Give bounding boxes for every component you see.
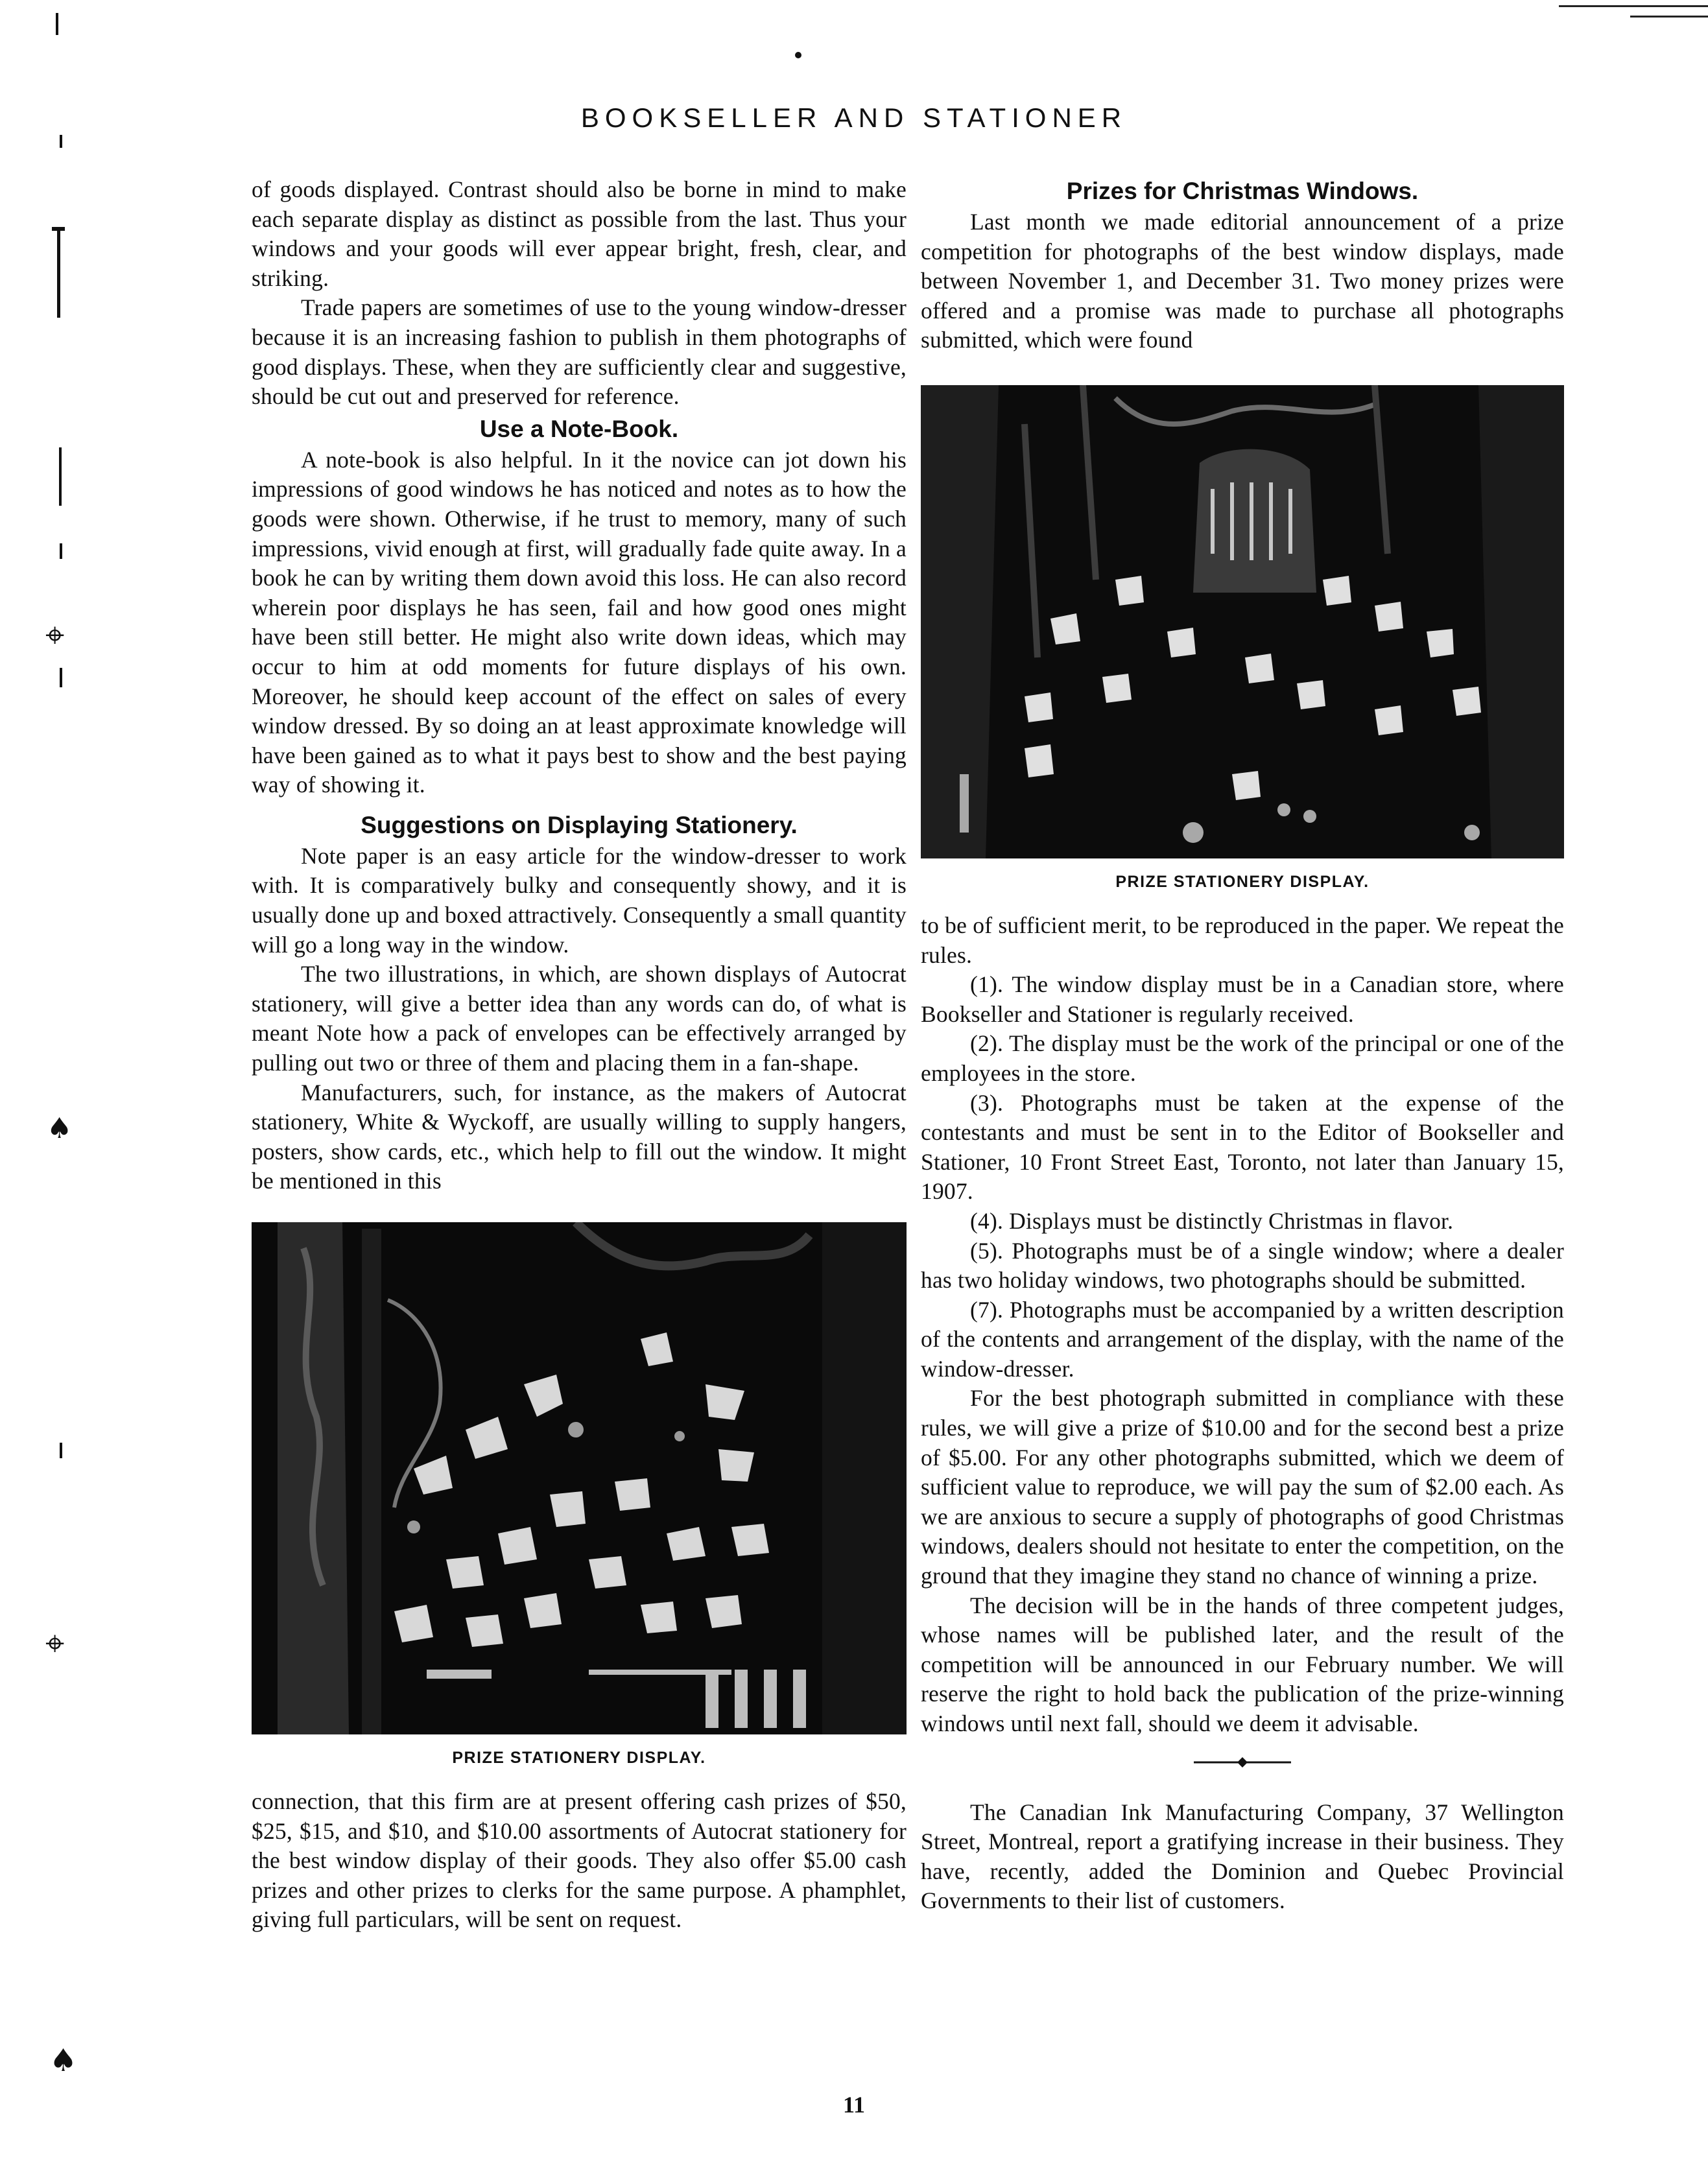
margin-mark [60, 1443, 62, 1458]
rule-item: (7). Photographs must be accompanied by a written description of the contents and arrangement of the display, with the name of the window-dresser. [921, 1296, 1564, 1382]
paragraph: The decision will be in the hands of three competent judges, whose names will be published later, and the result of the competition will be announced in our February number. We will reserve the right to hold back the publication of the prize-winning windows until next fall, should we deem it advisable. [921, 1592, 1564, 1736]
paragraph: A note-book is also helpful. In it the novice can jot down his impressions of good windows he has noticed and notes as to how the goods were shown. Otherwise, if he trust to memory, many of such impressions, vivid enough at first, will gradually fade quite away. In a book he can by writing them down avoid this loss. He can also record wherein poor displays he has seen, fail and how good ones might have been still better. He might also write down ideas, which may occur to him at odd moments for future displays of his own. Moreover, he should keep account of the effect on sales of every window dressed. By so doing an at least approximate knowledge will have been gained as to what it pays best to show and the best paying way of showing it. [252, 446, 907, 798]
photo-stationery-display [252, 1222, 907, 1734]
margin-mark [60, 668, 62, 687]
photo-stationery-display [921, 385, 1564, 858]
section-heading: Suggestions on Displaying Stationery. [361, 811, 798, 838]
rule-item: (5). Photographs must be of a single window; where a dealer has two holiday windows, two photographs should be submitted. [921, 1237, 1564, 1294]
rule-item: (4). Displays must be distinctly Christmas in flavor. [970, 1207, 1454, 1234]
paragraph: Manufacturers, such, for instance, as the makers of Autocrat stationery, White & Wyckoff, are usually willing to supply hangers, posters, show cards, etc., which help to fill out the window. It might be mentioned in this [252, 1079, 907, 1194]
paragraph: For the best photograph submitted in compliance with these rules, we will give a prize of $10.00 and for the second best a prize of $5.00. For any other photographs submitted, which we deem of sufficient value to reproduce, we will pay the sum of $2.00 each. As we are anxious to secure a supply of photographs of good Christmas windows, dealers should not hesitate to enter the competition, on the ground that they imagine they stand no chance of winning a prize. [921, 1385, 1564, 1589]
top-dot [795, 52, 801, 58]
crosshair-icon: ⌖ [45, 1624, 65, 1663]
rule-item: (2). The display must be the work of the principal or one of the employees in the store. [921, 1030, 1564, 1086]
left-column [252, 175, 907, 1935]
crosshair-icon: ⌖ [45, 616, 65, 655]
margin-mark [60, 135, 62, 148]
photo-caption: PRIZE STATIONERY DISPLAY. [452, 1749, 706, 1767]
paragraph: Note paper is an easy article for the window-dresser to work with. It is comparatively bulky and consequently showy, and it is usually done up and boxed attractively. Consequently a small quantity will go a long way in the window. [252, 842, 907, 958]
divider-ornament-icon [1194, 1756, 1291, 1769]
paragraph: connection, that this firm are at present offering cash prizes of $50, $25, $15, and $10, and $10.00 assortments of Autocrat stationery for the best window display of their goods. They also offer $5.00 cash prizes and other prizes to clerks for the same purpose. A phamphlet, giving full particulars, will be sent on request. [252, 1788, 907, 1933]
section-heading: Use a Note-Book. [479, 415, 679, 442]
section-heading: Prizes for Christmas Windows. [1066, 178, 1419, 204]
margin-mark [56, 13, 58, 35]
page-number: 11 [842, 2092, 865, 2118]
top-edge-rule [1630, 16, 1708, 18]
margin-mark [60, 543, 62, 559]
paragraph: Trade papers are sometimes of use to the young window-dresser because it is an increasing fashion to publish in them photographs of good displays. These, when they are sufficiently clear and suggestive, should be cut out and preserved for reference. [252, 294, 907, 410]
paragraph: The Canadian Ink Manufacturing Company, 37 Wellington Street, Montreal, report a gratifying increase in their business. They have, recently, added the Dominion and Quebec Provincial Governments to their list of customers. [921, 1799, 1564, 1914]
paragraph: to be of sufficient merit, to be reproduced in the paper. We repeat the rules. [921, 912, 1564, 968]
margin-mark [57, 227, 60, 318]
photo-caption: PRIZE STATIONERY DISPLAY. [1115, 872, 1370, 891]
paragraph: of goods displayed. Contrast should also be borne in mind to make each separate display as distinct as possible from the last. Thus your windows and your goods will ever appear bright, fresh, clear, and striking. [252, 176, 907, 291]
spade-icon: ♠ [47, 1112, 73, 1145]
right-column [921, 175, 1564, 1916]
running-head: BOOKSELLER AND STATIONER [580, 102, 1128, 133]
section-divider [921, 1756, 1564, 1772]
margin-mark [59, 447, 62, 506]
photo-image [252, 1222, 907, 1734]
photo-image [921, 385, 1564, 858]
top-edge-rule [1559, 5, 1708, 7]
paragraph: The two illustrations, in which, are shown displays of Autocrat stationery, will give a better idea than any words can do, of what is meant Note how a pack of envelopes can be effectively arranged by pulling out two or three of them and placing them in a fan-shape. [252, 961, 907, 1076]
spade-icon: ♠ [49, 2042, 78, 2079]
rule-item: (3). Photographs must be taken at the expense of the contestants and must be sent in to the Editor of Bookseller and Stationer, 10 Front Street East, Toronto, not later than January 15, 1907. [921, 1089, 1564, 1205]
rule-item: (1). The window display must be in a Canadian store, where Bookseller and Stationer is regularly received. [921, 971, 1564, 1027]
paragraph: Last month we made editorial announcement of a prize competition for photographs of the best window displays, made between November 1, and December 31. Two money prizes were offered and a promise was made to purchase all photographs submitted, which were found [921, 209, 1564, 353]
